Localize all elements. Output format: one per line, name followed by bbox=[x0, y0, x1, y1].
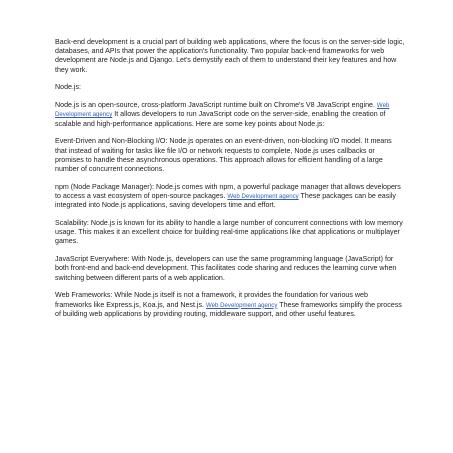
intro-paragraph: Back-end development is a crucial part of building web applications, where the focus is on the server-side logic, databases, and APIs that power the application's functionality. Two popular back-end frameworks for web development are Node.js and Django. Let's demystify each of them to understand their key features and how they work. bbox=[55, 38, 405, 74]
event-driven-paragraph: Event-Driven and Non-Blocking I/O: Node.js operates on an event-driven, non-blocking I/O model. It means that instead of waiting for tasks like file I/O or network requests to complete, Node.js uses callbacks or promises to handle these asynchronous operations. This approach allows for efficient handling of a large number of concurrent connections. bbox=[55, 137, 392, 174]
npm-paragraph bbox=[55, 183, 405, 211]
document-body bbox=[55, 38, 405, 328]
web-frameworks-text: Web Frameworks: While Node.js itself is not a framework, it provides the foundation for various web frameworks like Express.js, Koa.js, and Nest.js. bbox=[55, 291, 368, 309]
nodejs-description-text-continued: It allows developers to run JavaScript code on the server-side, enabling the creation of scalable and high-performance applications. Here are some key points about Node.js: bbox=[55, 110, 386, 128]
javascript-everywhere-paragraph: JavaScript Everywhere: With Node.js, developers can use the same programming language (JavaScript) for both front-end and back-end development. This facilitates code sharing and reduces the learning curve when switching between different parts of a web application. bbox=[55, 255, 397, 282]
web-development-agency-link[interactable]: Web Development agency bbox=[55, 102, 390, 119]
nodejs-heading: Node.js: bbox=[55, 83, 82, 92]
npm-text-continued: These packages can be easily integrated into Node.js applications, saving developers time and effort. bbox=[55, 192, 396, 210]
nodejs-description bbox=[55, 101, 405, 129]
nodejs-description-text: Node.js is an open-source, cross-platform JavaScript runtime built on Chrome's V8 JavaScript engine. bbox=[55, 101, 375, 110]
npm-text: npm (Node Package Manager): Node.js comes with npm, a powerful package manager that allows developers to access a vast ecosystem of open-source packages. bbox=[55, 182, 401, 201]
scalability-paragraph: Scalability: Node.js is known for its ability to handle a large number of concurrent connections with low memory usage. This makes it an excellent choice for building real-time applications like chat applications or multiplayer games. bbox=[55, 219, 403, 246]
web-development-agency-link[interactable]: Web Development agency bbox=[206, 301, 278, 309]
web-frameworks-paragraph bbox=[55, 291, 405, 319]
web-frameworks-text-continued: These frameworks simplify the process of building web applications by providing routing, middleware support, and other useful features. bbox=[55, 300, 402, 318]
web-development-agency-link[interactable]: Web Development agency bbox=[227, 193, 299, 201]
